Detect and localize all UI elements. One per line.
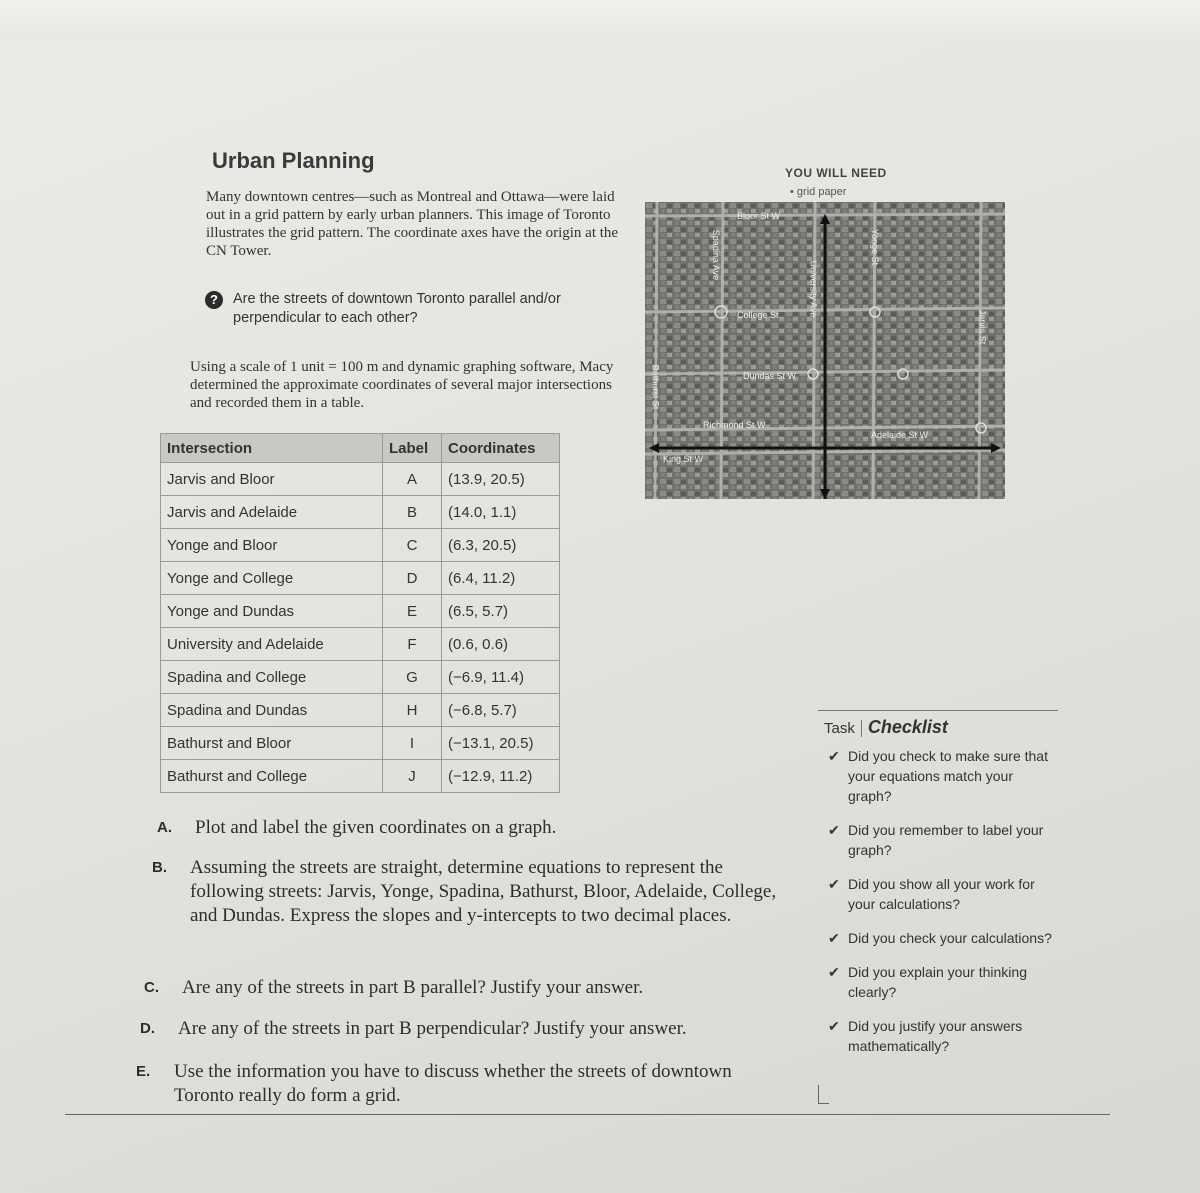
you-will-need-item-text: grid paper [796, 186, 847, 198]
checkmark-icon: ✔ [828, 876, 840, 892]
part-e [136, 1060, 734, 1108]
checklist-item [818, 962, 1058, 1002]
part-e-text: Use the information you have to discuss whether the streets of downtown Toronto really do form a grid. [174, 1061, 732, 1106]
cell-label: H [383, 694, 442, 727]
question-icon: ? [205, 291, 223, 309]
checklist-item-text: Did you show all your work for your calculations? [848, 876, 1035, 912]
header-coordinates: Coordinates [442, 434, 560, 463]
table-row [161, 727, 560, 760]
intro-paragraph: Many downtown centres—such as Montreal and Ottawa—were laid out in a grid pattern by early urban planners. This image of Toronto illustrates the grid pattern. The coordinate axes have the origin at the CN Tower. [206, 189, 619, 259]
checklist-item [818, 874, 1058, 914]
checklist-bracket [818, 1085, 829, 1104]
checkmark-icon: ✔ [828, 1018, 840, 1034]
checklist-item-text: Did you check your calculations? [848, 930, 1052, 946]
cell-intersection: University and Adelaide [161, 628, 383, 661]
cell-intersection: Yonge and Dundas [161, 595, 383, 628]
part-d [140, 1017, 798, 1041]
header-intersection: Intersection [161, 434, 383, 463]
cell-intersection: Spadina and College [161, 661, 383, 694]
you-will-need-heading: YOU WILL NEED [785, 166, 887, 180]
cell-coordinates: (0.6, 0.6) [442, 628, 560, 661]
task-checklist [818, 710, 1058, 1103]
part-a [157, 816, 755, 840]
checkmark-icon: ✔ [828, 964, 840, 980]
part-a-text: Plot and label the given coordinates on a graph. [195, 817, 557, 838]
part-d-letter: D. [140, 1020, 155, 1037]
cell-coordinates: (6.5, 5.7) [442, 595, 560, 628]
street-label-yonge: Yonge St [870, 228, 881, 266]
table-row [161, 463, 560, 496]
checklist-item-text: Did you remember to label your graph? [848, 822, 1044, 858]
cell-label: G [383, 661, 442, 694]
table-row [161, 661, 560, 694]
street-label-bathurst: Bathurst St [650, 364, 661, 410]
cell-label: J [383, 760, 442, 793]
part-b-letter: B. [152, 859, 167, 876]
table-row [161, 595, 560, 628]
part-d-text: Are any of the streets in part B perpendicular? Justify your answer. [178, 1018, 687, 1039]
part-c-text: Are any of the streets in part B parallel? Justify your answer. [182, 977, 644, 998]
part-b [152, 856, 790, 928]
part-c [144, 976, 782, 1000]
bottom-rule [65, 1114, 1110, 1115]
checklist-item-text: Did you explain your thinking clearly? [848, 964, 1027, 1000]
cell-intersection: Yonge and Bloor [161, 529, 383, 562]
table-row [161, 760, 560, 793]
street-label-richmond: Richmond St W [703, 420, 766, 430]
part-e-letter: E. [136, 1063, 151, 1080]
cell-label: F [383, 628, 442, 661]
checklist-title: Checklist [867, 717, 948, 737]
cell-label: A [383, 463, 442, 496]
coordinates-table [160, 433, 560, 793]
part-a-letter: A. [157, 819, 172, 836]
table-row [161, 562, 560, 595]
table-row [161, 496, 560, 529]
cell-coordinates: (−12.9, 11.2) [442, 760, 560, 793]
cell-label: D [383, 562, 442, 595]
cell-coordinates: (−6.9, 11.4) [442, 661, 560, 694]
street-label-spadina: Spadina Ave [711, 229, 722, 281]
checklist-item [818, 746, 1058, 806]
street-label-adelaide: Adelaide St W [871, 430, 929, 440]
page-title: Urban Planning [212, 148, 375, 173]
key-question-text: Are the streets of downtown Toronto parallel and/or perpendicular to each other? [233, 291, 561, 326]
page-top-edge [0, 0, 1200, 40]
checklist-item [818, 1016, 1058, 1056]
cell-label: B [383, 496, 442, 529]
checklist-task-label: Task [824, 720, 862, 737]
key-question [205, 290, 643, 328]
cell-coordinates: (−13.1, 20.5) [442, 727, 560, 760]
checklist-heading [824, 717, 1058, 738]
street-label-university: University Ave [808, 260, 819, 318]
header-label: Label [383, 434, 442, 463]
cell-intersection: Jarvis and Adelaide [161, 496, 383, 529]
cell-coordinates: (13.9, 20.5) [442, 463, 560, 496]
cell-coordinates: (6.3, 20.5) [442, 529, 560, 562]
table-row [161, 628, 560, 661]
cell-label: E [383, 595, 442, 628]
cell-coordinates: (−6.8, 5.7) [442, 694, 560, 727]
part-b-text: Assuming the streets are straight, determine equations to represent the following streets: Jarvis, Yonge, Spadina, Bathurst, Bloor, Adelaide, College, and Dundas. Express the slopes and y-intercepts to two decimal places. [190, 857, 777, 926]
street-label-king: King St W [663, 454, 704, 464]
scale-paragraph: Using a scale of 1 unit = 100 m and dynamic graphing software, Macy determined the approximate coordinates of several major intersections and recorded them in a table. [190, 359, 614, 411]
checkmark-icon: ✔ [828, 748, 840, 764]
cell-label: C [383, 529, 442, 562]
street-label-jarvis: Jarvis St [977, 309, 988, 345]
cell-coordinates: (14.0, 1.1) [442, 496, 560, 529]
cell-intersection: Bathurst and College [161, 760, 383, 793]
cell-intersection: Spadina and Dundas [161, 694, 383, 727]
checklist-item-text: Did you justify your answers mathematically? [848, 1018, 1023, 1054]
table-header-row [161, 434, 560, 463]
checklist-item [818, 928, 1058, 948]
toronto-map-image [645, 202, 1005, 499]
cell-intersection: Jarvis and Bloor [161, 463, 383, 496]
cell-intersection: Yonge and College [161, 562, 383, 595]
you-will-need-item: • grid paper [790, 186, 847, 198]
checkmark-icon: ✔ [828, 822, 840, 838]
street-label-bloor: Bloor St W [737, 211, 781, 221]
cell-intersection: Bathurst and Bloor [161, 727, 383, 760]
street-label-dundas: Dundas St W [743, 371, 797, 381]
cell-label: I [383, 727, 442, 760]
street-label-college: College St [737, 310, 779, 320]
checklist-item-text: Did you check to make sure that your equations match your graph? [848, 748, 1048, 804]
cell-coordinates: (6.4, 11.2) [442, 562, 560, 595]
checklist-item [818, 820, 1058, 860]
table-row [161, 529, 560, 562]
checkmark-icon: ✔ [828, 930, 840, 946]
part-c-letter: C. [144, 979, 159, 996]
table-row [161, 694, 560, 727]
